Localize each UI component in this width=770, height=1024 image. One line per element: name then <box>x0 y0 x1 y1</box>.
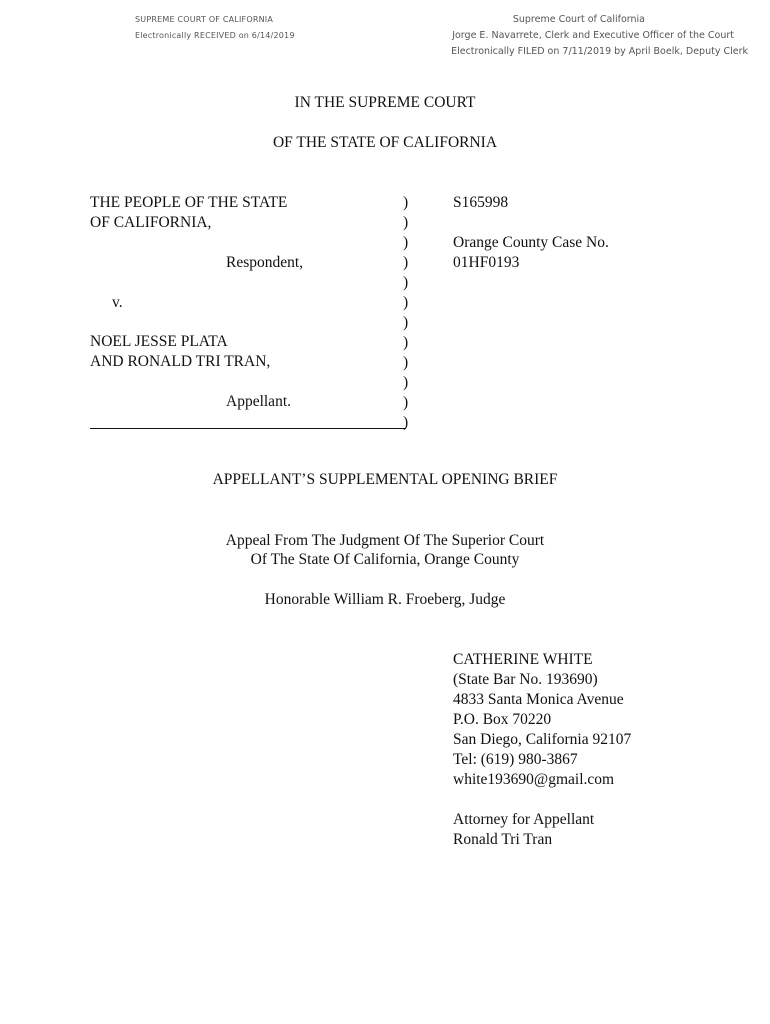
paren: ) <box>403 234 409 251</box>
paren: ) <box>403 394 409 411</box>
county-case-label: Orange County Case No. <box>453 234 609 251</box>
plaintiff-line2: OF CALIFORNIA, <box>90 214 212 231</box>
attorney-block <box>453 650 631 850</box>
appeal-line1: Appeal From The Judgment Of The Superior Court <box>225 532 545 549</box>
attorney-bar-number: (State Bar No. 193690) <box>453 671 598 688</box>
attorney-po-box: P.O. Box 70220 <box>453 711 552 728</box>
paren: ) <box>403 334 409 351</box>
paren: ) <box>403 374 409 391</box>
filed-stamp-date: Electronically FILED on 7/11/2019 by April Boelk, Deputy Clerk <box>451 46 748 57</box>
attorney-role-line2: Ronald Tri Tran <box>453 831 553 848</box>
attorney-phone: Tel: (619) 980-3867 <box>453 751 578 768</box>
attorney-address: 4833 Santa Monica Avenue <box>453 691 624 708</box>
attorney-name: CATHERINE WHITE <box>453 651 593 668</box>
court-heading-line1: IN THE SUPREME COURT <box>294 94 476 111</box>
defendant-role: Appellant. <box>226 393 291 410</box>
court-heading-line2: OF THE STATE OF CALIFORNIA <box>272 134 498 151</box>
received-stamp-date: Electronically RECEIVED on 6/14/2019 <box>135 31 295 40</box>
attorney-email: white193690@gmail.com <box>453 771 615 788</box>
spacer <box>453 790 631 810</box>
case-number: S165998 <box>453 194 509 211</box>
paren: ) <box>403 314 409 331</box>
versus: v. <box>112 294 123 311</box>
paren: ) <box>403 274 409 291</box>
defendant-line2: AND RONALD TRI TRAN, <box>90 353 271 370</box>
caption-underline <box>90 428 406 429</box>
paren: ) <box>403 214 409 231</box>
judge-line: Honorable William R. Froeberg, Judge <box>264 591 506 608</box>
filed-stamp <box>451 12 748 60</box>
filed-stamp-clerk: Jorge E. Navarrete, Clerk and Executive Officer of the Court <box>452 30 734 41</box>
plaintiff-line1: THE PEOPLE OF THE STATE <box>90 194 288 211</box>
paren: ) <box>403 294 409 311</box>
appeal-line2: Of The State Of California, Orange County <box>250 551 520 568</box>
plaintiff-role: Respondent, <box>226 254 304 271</box>
attorney-city: San Diego, California 92107 <box>453 731 632 748</box>
paren: ) <box>403 254 409 271</box>
attorney-role-line1: Attorney for Appellant <box>453 811 595 828</box>
brief-title: APPELLANT’S SUPPLEMENTAL OPENING BRIEF <box>212 471 558 488</box>
received-stamp <box>135 12 295 44</box>
received-stamp-court: SUPREME COURT OF CALIFORNIA <box>135 15 274 24</box>
county-case-number: 01HF0193 <box>453 254 520 271</box>
filed-stamp-court: Supreme Court of California <box>512 14 645 25</box>
paren: ) <box>403 194 409 211</box>
paren: ) <box>403 354 409 371</box>
caption-paren-column <box>403 193 408 433</box>
paren: ) <box>403 414 409 431</box>
defendant-line1: NOEL JESSE PLATA <box>90 333 228 350</box>
